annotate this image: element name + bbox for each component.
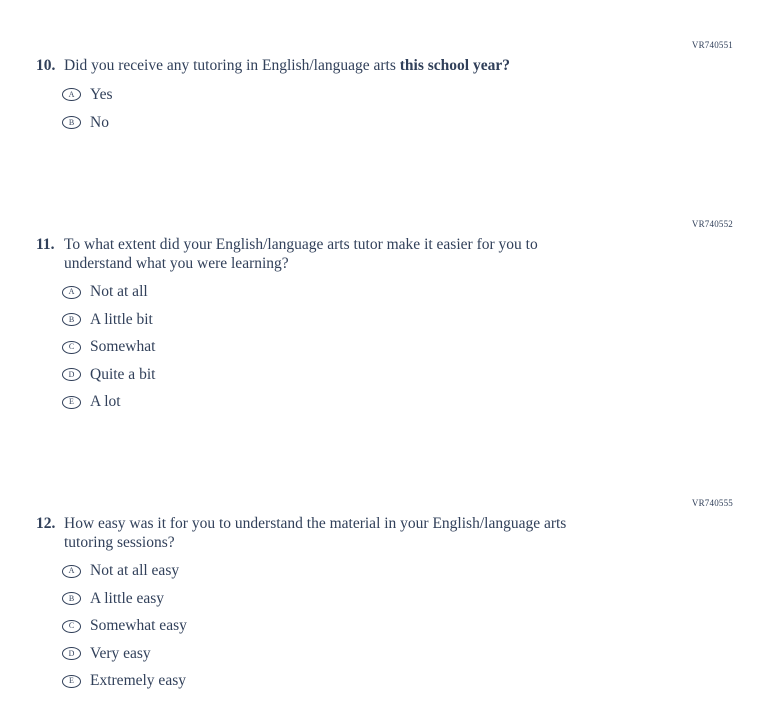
option-letter: B (68, 117, 75, 127)
answer-option-quite-a-bit[interactable] (62, 366, 765, 384)
option-letter: E (69, 676, 74, 685)
option-label: Not at all (90, 283, 148, 300)
option-letter: C (68, 621, 75, 630)
answer-option-a-little-easy[interactable] (62, 590, 765, 608)
radio-oval-icon[interactable] (62, 341, 81, 354)
option-letter: D (68, 648, 75, 658)
answer-option-somewhat[interactable] (62, 338, 765, 356)
answer-option-yes[interactable] (62, 86, 765, 104)
question-text-line-2: understand what you were learning? (64, 254, 289, 272)
answer-options (0, 283, 765, 411)
answer-option-not-at-all-easy[interactable] (62, 562, 765, 580)
option-label: Somewhat easy (90, 617, 187, 634)
question-text-line-2: tutoring sessions? (64, 533, 175, 551)
option-letter: A (68, 89, 75, 99)
answer-option-a-lot[interactable] (62, 393, 765, 411)
radio-oval-icon[interactable] (62, 396, 81, 409)
answer-options (0, 86, 765, 132)
option-letter: B (68, 593, 75, 603)
option-letter: E (69, 397, 74, 406)
question-text (64, 236, 624, 273)
question-text-line-1: How easy was it for you to understand the material in your English/language arts (64, 515, 567, 532)
radio-oval-icon[interactable] (62, 88, 81, 101)
option-label: No (90, 113, 109, 131)
option-label: Extremely easy (90, 672, 186, 689)
option-letter: D (68, 369, 75, 379)
answer-option-somewhat-easy[interactable] (62, 617, 765, 635)
option-label: A little easy (90, 589, 165, 607)
question-12-block (0, 498, 765, 690)
question-text (64, 515, 624, 552)
option-letter: A (68, 566, 75, 575)
radio-oval-icon[interactable] (62, 675, 81, 688)
radio-oval-icon[interactable] (62, 620, 81, 633)
option-label: Quite a bit (90, 365, 156, 383)
form-code: VR740551 (691, 40, 733, 50)
option-label: Very easy (90, 644, 151, 662)
question-number: 12. (36, 515, 56, 532)
form-code: VR740555 (691, 498, 733, 508)
question-text-bold: this school year? (399, 57, 510, 74)
radio-oval-icon[interactable] (62, 592, 81, 605)
form-code: VR740552 (691, 219, 733, 229)
radio-oval-icon[interactable] (62, 286, 81, 299)
question-text-regular: Did you receive any tutoring in English/language arts (64, 57, 400, 74)
answer-option-not-at-all[interactable] (62, 283, 765, 301)
radio-oval-icon[interactable] (62, 565, 81, 578)
answer-option-no[interactable] (62, 114, 765, 132)
option-letter: C (68, 342, 75, 351)
question-number: 11. (36, 236, 55, 253)
answer-option-extremely-easy[interactable] (62, 672, 765, 690)
question-10-block (0, 40, 765, 132)
question-11-block (0, 219, 765, 411)
answer-option-very-easy[interactable] (62, 645, 765, 663)
option-label: A lot (90, 393, 121, 410)
option-letter: B (68, 314, 75, 324)
question-text-line-1: To what extent did your English/language arts tutor make it easier for you to (64, 236, 538, 253)
radio-oval-icon[interactable] (62, 116, 81, 129)
question-text (64, 57, 624, 76)
option-label: Not at all easy (90, 562, 180, 579)
option-label: Somewhat (90, 338, 156, 355)
option-letter: A (68, 287, 75, 296)
question-number: 10. (36, 57, 56, 74)
radio-oval-icon[interactable] (62, 313, 81, 326)
radio-oval-icon[interactable] (62, 368, 81, 381)
answer-option-a-little-bit[interactable] (62, 311, 765, 329)
answer-options (0, 562, 765, 690)
radio-oval-icon[interactable] (62, 647, 81, 660)
option-label: Yes (90, 85, 113, 103)
option-label: A little bit (90, 310, 153, 328)
